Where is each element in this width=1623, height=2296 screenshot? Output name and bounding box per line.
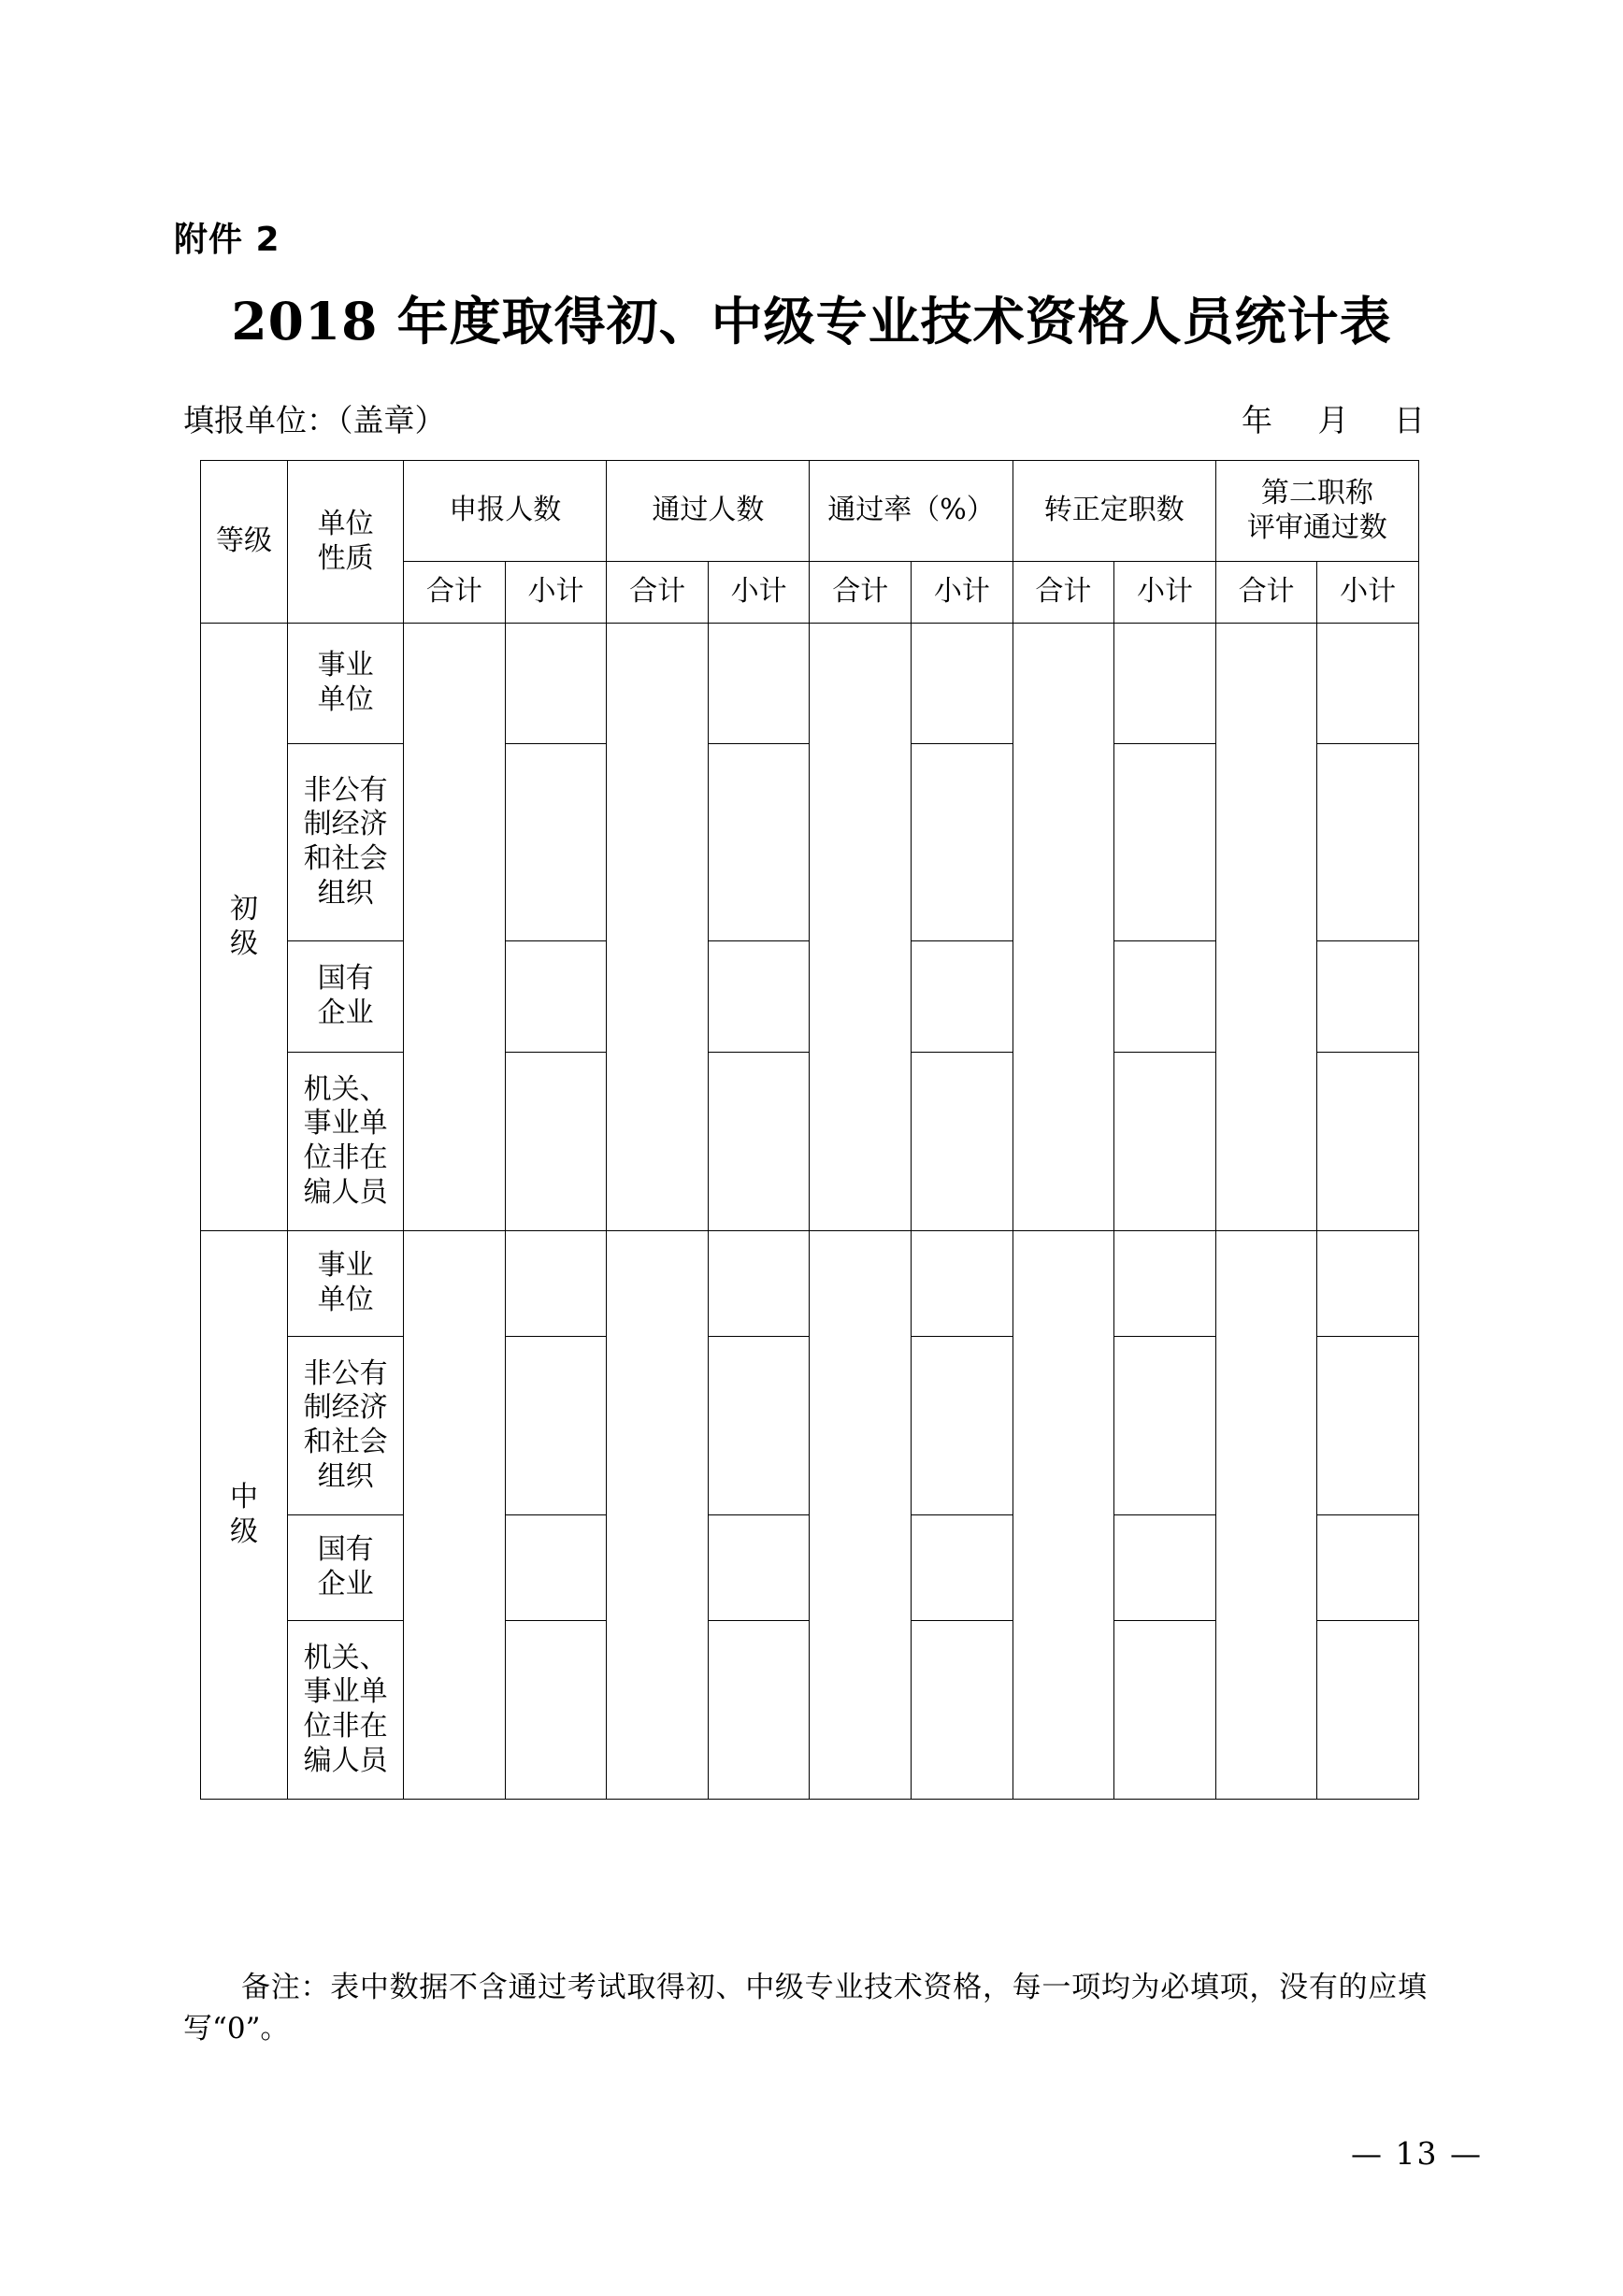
- data-cell-subtotal-second[interactable]: [1317, 1515, 1419, 1621]
- subheader-total-5: 合计: [1215, 562, 1317, 624]
- form-meta-row: [183, 396, 1427, 443]
- col-header-pass-rate: 通过率（%）: [810, 461, 1013, 562]
- col-header-level: 等级: [201, 461, 288, 624]
- data-cell-subtotal-regular[interactable]: [1114, 1053, 1216, 1231]
- data-cell-subtotal-rate[interactable]: [912, 1337, 1013, 1515]
- data-cell-subtotal-applied[interactable]: [505, 1231, 607, 1337]
- subheader-subtotal-3: 小计: [912, 562, 1013, 624]
- filler-unit-label: 填报单位：（盖章）: [183, 402, 446, 438]
- subheader-subtotal-4: 小计: [1114, 562, 1216, 624]
- data-cell-subtotal-passed[interactable]: [708, 1337, 810, 1515]
- col-header-applied-count: 申报人数: [404, 461, 607, 562]
- data-cell-subtotal-passed[interactable]: [708, 744, 810, 941]
- data-cell-subtotal-applied[interactable]: [505, 1515, 607, 1621]
- col-header-regularization-count: 转正定职数: [1013, 461, 1215, 562]
- level-cell-middle: 中 级: [201, 1231, 288, 1800]
- data-cell-total-second[interactable]: [1215, 624, 1317, 1231]
- data-cell-subtotal-second[interactable]: [1317, 1053, 1419, 1231]
- unit-type-cell: 事业 单位: [288, 1231, 404, 1337]
- col-header-passed-count: 通过人数: [607, 461, 810, 562]
- unit-type-cell: 非公有 制经济 和社会 组织: [288, 744, 404, 941]
- subheader-subtotal-5: 小计: [1317, 562, 1419, 624]
- date-month-label: 月: [1317, 402, 1351, 438]
- data-cell-subtotal-applied[interactable]: [505, 624, 607, 744]
- data-cell-total-rate[interactable]: [810, 624, 912, 1231]
- unit-type-cell: 机关、 事业单 位非在 编人员: [288, 1621, 404, 1800]
- data-cell-total-passed[interactable]: [607, 624, 709, 1231]
- unit-type-cell: 事业 单位: [288, 624, 404, 744]
- date-day-label: 日: [1394, 402, 1427, 438]
- data-cell-subtotal-regular[interactable]: [1114, 1337, 1216, 1515]
- data-cell-total-applied[interactable]: [404, 624, 506, 1231]
- attachment-label: 附件 2: [174, 221, 280, 259]
- data-cell-subtotal-rate[interactable]: [912, 1515, 1013, 1621]
- data-cell-subtotal-second[interactable]: [1317, 744, 1419, 941]
- data-cell-total-passed[interactable]: [607, 1231, 709, 1800]
- subheader-total-2: 合计: [607, 562, 709, 624]
- data-cell-subtotal-regular[interactable]: [1114, 624, 1216, 744]
- data-cell-subtotal-passed[interactable]: [708, 1053, 810, 1231]
- statistics-table: [200, 460, 1419, 1800]
- data-cell-subtotal-regular[interactable]: [1114, 1515, 1216, 1621]
- data-cell-subtotal-applied[interactable]: [505, 1053, 607, 1231]
- table-row: [201, 624, 1419, 744]
- footnote-line-1: 备注：表中数据不含通过考试取得初、中级专业技术资格，每一项均为必填项，没: [241, 1971, 1309, 2004]
- data-cell-subtotal-second[interactable]: [1317, 1337, 1419, 1515]
- data-cell-total-applied[interactable]: [404, 1231, 506, 1800]
- data-cell-subtotal-regular[interactable]: [1114, 941, 1216, 1053]
- subheader-total-1: 合计: [404, 562, 506, 624]
- data-cell-total-regular[interactable]: [1013, 624, 1114, 1231]
- data-cell-subtotal-passed[interactable]: [708, 1515, 810, 1621]
- unit-type-cell: 国有 企业: [288, 941, 404, 1053]
- data-cell-subtotal-applied[interactable]: [505, 1621, 607, 1800]
- data-cell-subtotal-second[interactable]: [1317, 941, 1419, 1053]
- data-cell-total-rate[interactable]: [810, 1231, 912, 1800]
- data-cell-subtotal-second[interactable]: [1317, 1621, 1419, 1800]
- table-row: [201, 1231, 1419, 1337]
- data-cell-subtotal-applied[interactable]: [505, 941, 607, 1053]
- col-header-second-title-passed: 第二职称 评审通过数: [1215, 461, 1418, 562]
- data-cell-subtotal-passed[interactable]: [708, 1231, 810, 1337]
- date-placeholder: [1242, 396, 1427, 440]
- page-number: — 13 —: [1351, 2135, 1483, 2172]
- data-cell-subtotal-second[interactable]: [1317, 624, 1419, 744]
- table-header-group-row: [201, 461, 1419, 562]
- data-cell-subtotal-regular[interactable]: [1114, 1621, 1216, 1800]
- data-cell-subtotal-rate[interactable]: [912, 624, 1013, 744]
- data-cell-subtotal-rate[interactable]: [912, 941, 1013, 1053]
- footnote-line-2: 有的应填写“0”。: [183, 1971, 1427, 2046]
- data-cell-subtotal-passed[interactable]: [708, 1621, 810, 1800]
- subheader-subtotal-2: 小计: [708, 562, 810, 624]
- footnote: [183, 1967, 1427, 2049]
- data-cell-subtotal-second[interactable]: [1317, 1231, 1419, 1337]
- subheader-total-4: 合计: [1013, 562, 1114, 624]
- data-cell-subtotal-applied[interactable]: [505, 1337, 607, 1515]
- col-header-unit-type: 单位 性质: [288, 461, 404, 624]
- unit-type-cell: 国有 企业: [288, 1515, 404, 1621]
- subheader-total-3: 合计: [810, 562, 912, 624]
- data-cell-subtotal-passed[interactable]: [708, 941, 810, 1053]
- data-cell-subtotal-regular[interactable]: [1114, 744, 1216, 941]
- page-title: 2018 年度取得初、中级专业技术资格人员统计表: [231, 291, 1392, 352]
- unit-type-cell: 非公有 制经济 和社会 组织: [288, 1337, 404, 1515]
- data-cell-subtotal-applied[interactable]: [505, 744, 607, 941]
- data-cell-subtotal-rate[interactable]: [912, 1621, 1013, 1800]
- unit-type-cell: 机关、 事业单 位非在 编人员: [288, 1053, 404, 1231]
- level-cell-primary: 初 级: [201, 624, 288, 1231]
- subheader-subtotal-1: 小计: [505, 562, 607, 624]
- data-cell-subtotal-regular[interactable]: [1114, 1231, 1216, 1337]
- date-year-label: 年: [1242, 402, 1274, 438]
- data-cell-total-regular[interactable]: [1013, 1231, 1114, 1800]
- data-cell-subtotal-rate[interactable]: [912, 1231, 1013, 1337]
- statistics-table-wrapper: [200, 460, 1419, 1800]
- data-cell-total-second[interactable]: [1215, 1231, 1317, 1800]
- data-cell-subtotal-passed[interactable]: [708, 624, 810, 744]
- data-cell-subtotal-rate[interactable]: [912, 1053, 1013, 1231]
- data-cell-subtotal-rate[interactable]: [912, 744, 1013, 941]
